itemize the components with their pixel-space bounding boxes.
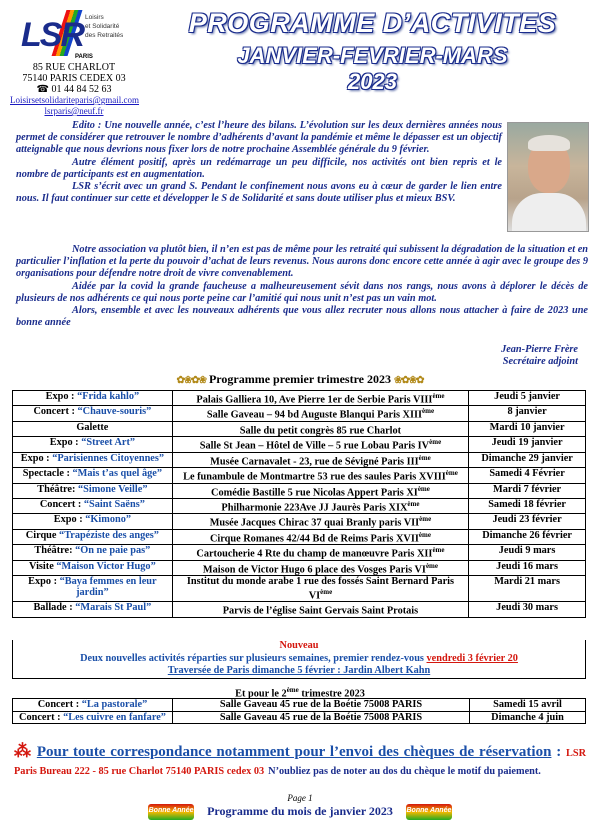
date-cell: Dimanche 26 février bbox=[469, 529, 586, 544]
date-cell: Jeudi 30 mars bbox=[469, 602, 586, 617]
venue-cell bbox=[172, 421, 468, 436]
activity-name: “Simone Veille” bbox=[77, 483, 148, 495]
venue-text: Salle St Jean – Hôtel de Ville – 5 rue Lobau Paris IV bbox=[199, 440, 430, 452]
edito-p3: LSR s’écrit avec un grand S. Pendant le confinement nous avons eu à cœur de garder le lien entre nous. Il faut continuer sur cette et développer le S de Solidarité et sans doute utiliser plus et mieux BSV. bbox=[16, 181, 502, 205]
address-phone: ☎ 01 44 84 52 63 bbox=[36, 84, 112, 95]
address-street: 85 RUE CHARLOT bbox=[32, 62, 116, 73]
nouveau-label: Nouveau bbox=[279, 640, 319, 651]
activity-cell bbox=[13, 602, 173, 617]
table-row bbox=[13, 514, 586, 529]
venue-cell bbox=[172, 483, 468, 498]
venue-cell: Salle Gaveau 45 rue de la Boétie 75008 PARIS bbox=[173, 699, 470, 712]
correspondence-lead: Pour toute correspondance notamment pour l’envoi des chèques de réservation bbox=[36, 744, 552, 760]
activity-type: Expo : bbox=[28, 576, 60, 588]
activity-cell bbox=[13, 437, 173, 452]
activity-cell bbox=[13, 514, 173, 529]
venue-suffix: ème bbox=[429, 438, 442, 447]
date-cell: Samedi 15 avril bbox=[470, 699, 586, 712]
venue-text: Le funambule de Montmartre 53 rue des saules Paris XVIII bbox=[183, 471, 446, 483]
activity-cell bbox=[13, 699, 173, 712]
activity-type: Concert : bbox=[19, 711, 64, 723]
venue-text: Salle Gaveau – 94 bd Auguste Blanqui Paris XIII bbox=[206, 409, 422, 421]
activity-type: Expo : bbox=[20, 452, 53, 464]
signature-role: Secrétaire adjoint bbox=[502, 356, 578, 367]
venue-suffix: ème bbox=[418, 530, 431, 539]
table-row bbox=[13, 406, 586, 421]
nouveau-line-2: Traversée de Paris dimanche 5 février : Jardin Albert Kahn bbox=[167, 665, 431, 676]
date-cell: Jeudi 5 janvier bbox=[469, 391, 586, 406]
activity-name: “Kimono” bbox=[85, 514, 131, 526]
venue-cell bbox=[172, 437, 468, 452]
flower-ornament-left-icon: ✿❀✿❀ bbox=[176, 374, 206, 386]
edito-p1: Edito : Une nouvelle année, c’est l’heure des bilans. L’évolution sur les deux dernières années nous permet de considérer que retrouver le nombre d’adhérents d’avant la pandémie et même le dépasser est un objectif atteignable que nous devrions nous fixer lors de notre prochaine Assemblée générale du 9 février. bbox=[16, 120, 502, 156]
new-year-badge-left: Bonne Année bbox=[148, 804, 194, 820]
venue-cell bbox=[172, 468, 468, 483]
venue-text: Palais Galliera 10, Ave Pierre 1er de Serbie Paris VIII bbox=[196, 394, 433, 406]
q2-program-table bbox=[12, 698, 586, 724]
date-cell: Dimanche 4 juin bbox=[470, 711, 586, 724]
venue-cell bbox=[172, 452, 468, 467]
venue-suffix: ème bbox=[407, 499, 420, 508]
activity-name: “On ne paie pas” bbox=[75, 545, 151, 557]
venue-suffix: ème bbox=[432, 546, 445, 555]
table-row bbox=[13, 437, 586, 452]
venue-suffix: ème bbox=[419, 515, 432, 524]
signature bbox=[501, 344, 578, 368]
date-cell: Jeudi 16 mars bbox=[469, 560, 586, 575]
venue-cell bbox=[172, 514, 468, 529]
activity-name: “Saint Saëns” bbox=[83, 498, 145, 510]
title-line-1: PROGRAMME D’ACTIVITES bbox=[188, 8, 557, 38]
table-row bbox=[13, 468, 586, 483]
activity-type: Concert : bbox=[37, 699, 82, 710]
venue-cell bbox=[172, 560, 468, 575]
correspondence-address: LSR Paris Bureau 222 - 85 rue Charlot 75140 PARIS cedex 03 bbox=[14, 748, 587, 777]
email-link-2[interactable]: lsrparis@neuf.fr bbox=[44, 106, 104, 116]
activity-cell bbox=[13, 452, 173, 467]
table-row bbox=[13, 560, 586, 575]
edito-p4: Notre association va plutôt bien, il n’en est pas de même pour les retraité qui subissent la dégradation de la situation et en particulier l’inflation et la perte du pouvoir d’achat de leurs revenus. Nous aurons donc encore cette année à agir avec le groupe des 9 organisations pour défendre notre droit de vivre convenablement. bbox=[16, 244, 588, 280]
q2-heading: Et pour le 2ème trimestre 2023 bbox=[235, 686, 365, 700]
date-cell: Jeudi 9 mars bbox=[469, 545, 586, 560]
activity-type: Galette bbox=[76, 421, 109, 433]
new-year-badge-right: Bonne Année bbox=[406, 804, 452, 820]
activity-name: “Marais St Paul” bbox=[75, 602, 152, 614]
table-row bbox=[13, 498, 586, 513]
correspondence-note: ⁂ Pour toute correspondance notamment pour l’envoi des chèques de réservation : LSR Paris Bureau 222 - 85 rue Charlot 75140 PARIS cedex 03 N’oubliez pas de noter au dos du chèque le motif du paiement. bbox=[14, 741, 587, 777]
venue-cell: Salle Gaveau 45 rue de la Boétie 75008 PARIS bbox=[173, 711, 470, 724]
title-line-2: JANVIER-FEVRIER-MARS bbox=[237, 43, 508, 68]
activity-name: “Chauve-souris” bbox=[77, 406, 152, 418]
date-cell: Mardi 10 janvier bbox=[469, 421, 586, 436]
edito-p2: Autre élément positif, après un redémarrage un peu difficile, nos activités ont bien repris et le nombre de participants est en augmentation. bbox=[16, 156, 502, 180]
activity-cell bbox=[13, 545, 173, 560]
venue-text: Salle du petit congrès 85 rue Charlot bbox=[239, 425, 402, 437]
q1-heading: ✿❀✿❀ Programme premier trimestre 2023 ❀✿❀✿ bbox=[176, 372, 424, 386]
venue-suffix: ème bbox=[417, 484, 430, 493]
activity-name: “Mais t’as quel âge” bbox=[72, 468, 163, 480]
signature-name: Jean-Pierre Frère bbox=[501, 344, 578, 355]
venue-text: Parvis de l’église Saint Gervais Saint Protais bbox=[222, 605, 419, 617]
venue-suffix: ème bbox=[320, 588, 333, 597]
date-cell: Mardi 7 février bbox=[469, 483, 586, 498]
activity-type: Expo : bbox=[45, 391, 78, 402]
nouveau-line-1: Deux nouvelles activités réparties sur plusieurs semaines, premier rendez-vous vendredi 3 février 20 bbox=[80, 652, 518, 664]
activity-type: Spectacle : bbox=[22, 468, 73, 480]
activity-cell bbox=[13, 560, 173, 575]
table-row bbox=[13, 529, 586, 544]
email-link-1[interactable]: Loisirsetsolidariteparis@gmail.com bbox=[10, 95, 140, 105]
activity-cell bbox=[13, 421, 173, 436]
activity-cell bbox=[13, 576, 173, 602]
venue-suffix: ème bbox=[425, 561, 438, 570]
venue-text: Philharmonie 223Ave JJ Jaurès Paris XIX bbox=[221, 502, 408, 514]
activity-type: Concert : bbox=[33, 406, 78, 418]
phone-icon: ☎ bbox=[36, 84, 49, 95]
author-photo bbox=[507, 122, 589, 232]
activity-type: Expo : bbox=[49, 437, 82, 449]
activity-cell bbox=[13, 498, 173, 513]
venue-cell bbox=[172, 602, 468, 617]
date-cell: Dimanche 29 janvier bbox=[469, 452, 586, 467]
table-row bbox=[13, 711, 586, 724]
activity-type: Théâtre: bbox=[37, 483, 78, 495]
activity-cell bbox=[13, 483, 173, 498]
logo-tagline: Loisirs et Solidarité des Retraités bbox=[85, 14, 124, 39]
venue-text: Comédie Bastille 5 rue Nicolas Appert Paris XI bbox=[211, 486, 418, 498]
activity-name: “La pastorale” bbox=[81, 699, 148, 710]
venue-suffix: ème bbox=[445, 469, 458, 478]
logo-city: PARIS bbox=[75, 54, 93, 60]
activity-type: Théâtre: bbox=[34, 545, 76, 557]
date-cell: Mardi 21 mars bbox=[469, 576, 586, 602]
activity-type: Expo : bbox=[53, 514, 86, 526]
q1-program-table bbox=[12, 390, 586, 618]
flower-ornament-right-icon: ❀✿❀✿ bbox=[394, 374, 424, 386]
venue-cell bbox=[172, 545, 468, 560]
table-row bbox=[13, 699, 586, 712]
table-row bbox=[13, 452, 586, 467]
edito-p6: Alors, ensemble et avec les nouveaux adhérents que vous allez recruter nous allons nous attacher à faire de 2023 une bonne année bbox=[16, 305, 588, 329]
venue-text: Musée Carnavalet - 23, rue de Sévigné Paris III bbox=[210, 456, 419, 468]
address-block bbox=[10, 62, 138, 117]
venue-cell bbox=[172, 391, 468, 406]
star-ornament-icon: ⁂ bbox=[14, 741, 33, 760]
edito-p5: Aidée par la covid la grande faucheuse a malheureusement sévit dans nos rangs, nous avons à déplorer le décès de plusieurs de nos adhérents ce qui nous porte peine car l’amitié qui nous unit n’est pas un vain mot. bbox=[16, 280, 588, 304]
activity-type: Visite bbox=[29, 560, 57, 572]
date-cell: Jeudi 23 février bbox=[469, 514, 586, 529]
venue-cell bbox=[172, 406, 468, 421]
table-row bbox=[13, 421, 586, 436]
venue-cell bbox=[172, 576, 468, 602]
lsr-logo bbox=[15, 10, 133, 62]
activity-cell bbox=[13, 529, 173, 544]
activity-type: Cirque bbox=[25, 529, 60, 541]
venue-text: Cartoucherie 4 Rte du champ de manœuvre Paris XII bbox=[196, 548, 433, 560]
activity-name: “Baya femmes en leur jardin” bbox=[59, 576, 157, 599]
venue-suffix: ème bbox=[418, 453, 431, 462]
venue-cell bbox=[172, 529, 468, 544]
table-row bbox=[13, 576, 586, 602]
venue-text: Institut du monde arabe 1 rue des fossés Saint Bernard Paris VI bbox=[186, 576, 455, 602]
table-row bbox=[13, 391, 586, 406]
nouveau-box bbox=[12, 640, 586, 679]
address-city: 75140 PARIS CEDEX 03 bbox=[22, 73, 126, 84]
activity-cell bbox=[13, 391, 173, 406]
venue-text: Maison de Victor Hugo 6 place des Vosges Paris VI bbox=[202, 564, 426, 576]
activity-name: “Trapéziste des anges” bbox=[59, 529, 159, 541]
activity-cell bbox=[13, 406, 173, 421]
activity-cell bbox=[13, 468, 173, 483]
date-cell: Samedi 4 Février bbox=[469, 468, 586, 483]
correspondence-note-text: N’oubliez pas de noter au dos du chèque le motif du paiement. bbox=[268, 766, 541, 777]
venue-suffix: ème bbox=[422, 407, 435, 416]
activity-cell bbox=[13, 711, 173, 724]
edito-bottom bbox=[16, 244, 588, 329]
footer-title: Bonne Année Programme du mois de janvier 2023 Bonne Année bbox=[0, 804, 600, 820]
page-number: Page 1 bbox=[287, 793, 313, 803]
venue-text: Musée Jacques Chirac 37 quai Branly paris VII bbox=[209, 517, 420, 529]
activity-type: Concert : bbox=[39, 498, 84, 510]
activity-name: “Frida kahlo” bbox=[77, 391, 140, 402]
title-line-3: 2023 bbox=[348, 69, 397, 94]
edito-top bbox=[16, 120, 502, 205]
date-cell: Samedi 18 février bbox=[469, 498, 586, 513]
table-row bbox=[13, 483, 586, 498]
venue-text: Cirque Romanes 42/44 Bd de Reims Paris XVII bbox=[209, 533, 419, 545]
date-cell: 8 janvier bbox=[469, 406, 586, 421]
venue-cell bbox=[172, 498, 468, 513]
activity-name: “Street Art” bbox=[81, 437, 136, 449]
table-row bbox=[13, 545, 586, 560]
page-title bbox=[150, 8, 595, 95]
venue-suffix: ème bbox=[432, 392, 445, 400]
header-left bbox=[10, 10, 138, 117]
logo-letters: LSR bbox=[21, 16, 83, 54]
activity-name: “Parisiennes Citoyennes” bbox=[52, 452, 165, 464]
activity-name: “Maison Victor Hugo” bbox=[56, 560, 156, 572]
activity-type: Ballade : bbox=[33, 602, 76, 614]
date-cell: Jeudi 19 janvier bbox=[469, 437, 586, 452]
activity-name: “Les cuivre en fanfare” bbox=[63, 711, 166, 723]
table-row bbox=[13, 602, 586, 617]
